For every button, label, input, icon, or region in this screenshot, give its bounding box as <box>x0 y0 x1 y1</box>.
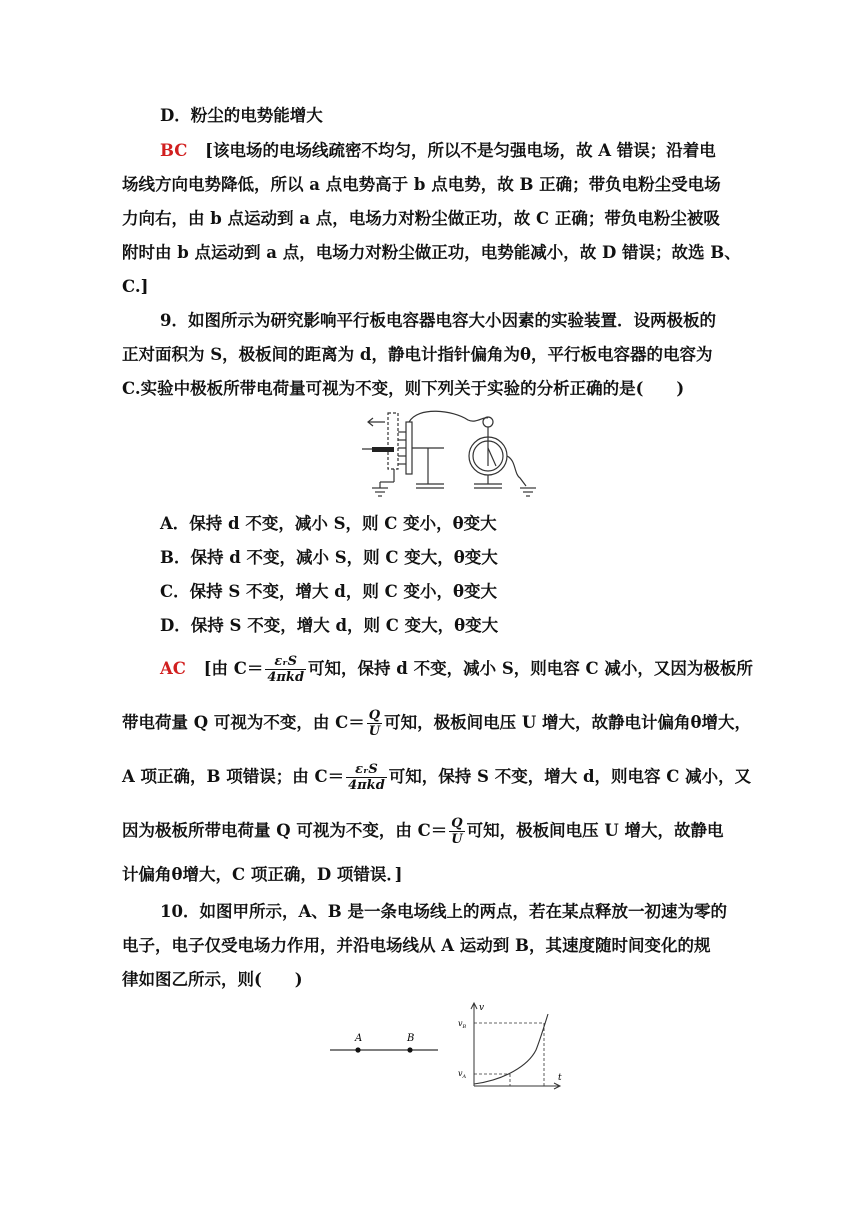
axis-t-label: t <box>558 1073 562 1083</box>
q9-explanation-line-2 <box>122 706 751 740</box>
va-label: $v_A$ <box>458 1069 467 1080</box>
fraction-numerator: Q <box>449 816 464 832</box>
q10-stem-line-2: 电子，电子仅受电场力作用，并沿电场线从 A 运动到 B，其速度随时间变化的规 <box>122 936 711 955</box>
point-b-label: B <box>407 1033 415 1044</box>
fraction-denominator: 4πkd <box>267 670 305 685</box>
fraction-denominator: U <box>451 832 463 847</box>
q9-option-c: C．保持 S 不变，增大 d，则 C 变小，θ变大 <box>160 582 497 601</box>
q9-explain-2-post: 可知，极板间电压 U 增大，故静电计偏角θ增大， <box>384 713 751 732</box>
fraction-numerator: εᵣS <box>346 762 387 778</box>
capacitance-formula-fraction <box>346 762 387 793</box>
q9-explain-3-post: 可知，保持 S 不变，增大 d，则电容 C 减小，又 <box>388 767 752 786</box>
fraction-denominator: U <box>368 724 381 739</box>
q9-explain-4-pre: 因为极板所带电荷量 Q 可视为不变，由 C＝ <box>122 821 448 840</box>
point-b-dot <box>407 1047 412 1052</box>
q9-explain-2-pre: 带电荷量 Q 可视为不变，由 C＝ <box>122 713 365 732</box>
q9-explain-1-pre: [由 C＝ <box>203 659 264 678</box>
point-a-dot <box>355 1047 360 1052</box>
vb-label: $v_B$ <box>458 1019 467 1030</box>
q8-explanation-line-1 <box>160 141 716 161</box>
q9-explanation-line-3 <box>122 760 751 794</box>
q8-explanation-line-4: 附时由 b 点运动到 a 点，电场力对粉尘做正功，电势能减小，故 D 错误；故选 B、 <box>122 243 741 262</box>
q8-explanation-line-2: 场线方向电势降低，所以 a 点电势高于 b 点电势，故 B 正确；带负电粉尘受电场 <box>122 175 721 194</box>
q8-explanation-line-3: 力向右，由 b 点运动到 a 点，电场力对粉尘做正功，故 C 正确；带负电粉尘被吸 <box>122 209 720 228</box>
q9-option-d: D．保持 S 不变，增大 d，则 C 变大，θ变大 <box>160 616 499 635</box>
fraction-numerator: Q <box>367 708 382 724</box>
q9-stem-line-2: 正对面积为 S，极板间的距离为 d，静电计指针偏角为θ，平行板电容器的电容为 <box>122 345 713 364</box>
velocity-time-graph <box>456 1000 568 1092</box>
axis-v-label: v <box>479 1003 485 1013</box>
q9-explanation-line-5: 计偏角θ增大，C 项正确，D 项错误．] <box>122 865 403 884</box>
q10-stem-line-3: 律如图乙所示，则( ) <box>122 970 303 989</box>
q9-stem-line-3: C.实验中极板所带电荷量可视为不变，则下列关于实验的分析正确的是( ) <box>122 379 685 398</box>
q9-explanation-line-1 <box>160 652 753 686</box>
q9-stem-line-1: 9．如图所示为研究影响平行板电容器电容大小因素的实验装置．设两极板的 <box>160 311 716 330</box>
q9-explain-3-pre: A 项正确，B 项错误；由 C＝ <box>122 767 345 786</box>
q9-explain-1-post: 可知，保持 d 不变，减小 S，则电容 C 减小，又因为极板所 <box>308 659 753 678</box>
point-a-label: A <box>355 1033 363 1044</box>
capacitance-formula-fraction <box>265 654 306 685</box>
q9-explain-4-post: 可知，极板间电压 U 增大，故静电 <box>466 821 724 840</box>
fraction-denominator: 4πkd <box>348 778 385 793</box>
capacitor-electrometer-figure <box>358 408 542 500</box>
field-line-figure <box>328 1028 440 1062</box>
q8-explain-text-1: [该电场的电场线疏密不均匀，所以不是匀强电场，故 A 错误；沿着电 <box>205 141 716 160</box>
q9-option-b: B．保持 d 不变，减小 S，则 C 变大，θ变大 <box>160 548 498 567</box>
q10-stem-line-1: 10．如图甲所示，A、B 是一条电场线上的两点，若在某点释放一初速为零的 <box>160 902 727 921</box>
charge-voltage-fraction <box>449 816 464 847</box>
q9-option-a: A．保持 d 不变，减小 S，则 C 变小，θ变大 <box>160 514 497 533</box>
velocity-curve <box>474 1014 548 1084</box>
q9-answer: AC <box>160 659 186 678</box>
fraction-numerator: εᵣS <box>265 654 306 670</box>
q8-answer: BC <box>160 141 188 160</box>
q8-option-d: D．粉尘的电势能增大 <box>160 106 323 125</box>
q9-explanation-line-4 <box>122 814 723 848</box>
q8-explanation-line-5: C.] <box>122 277 149 296</box>
charge-voltage-fraction <box>367 708 382 739</box>
